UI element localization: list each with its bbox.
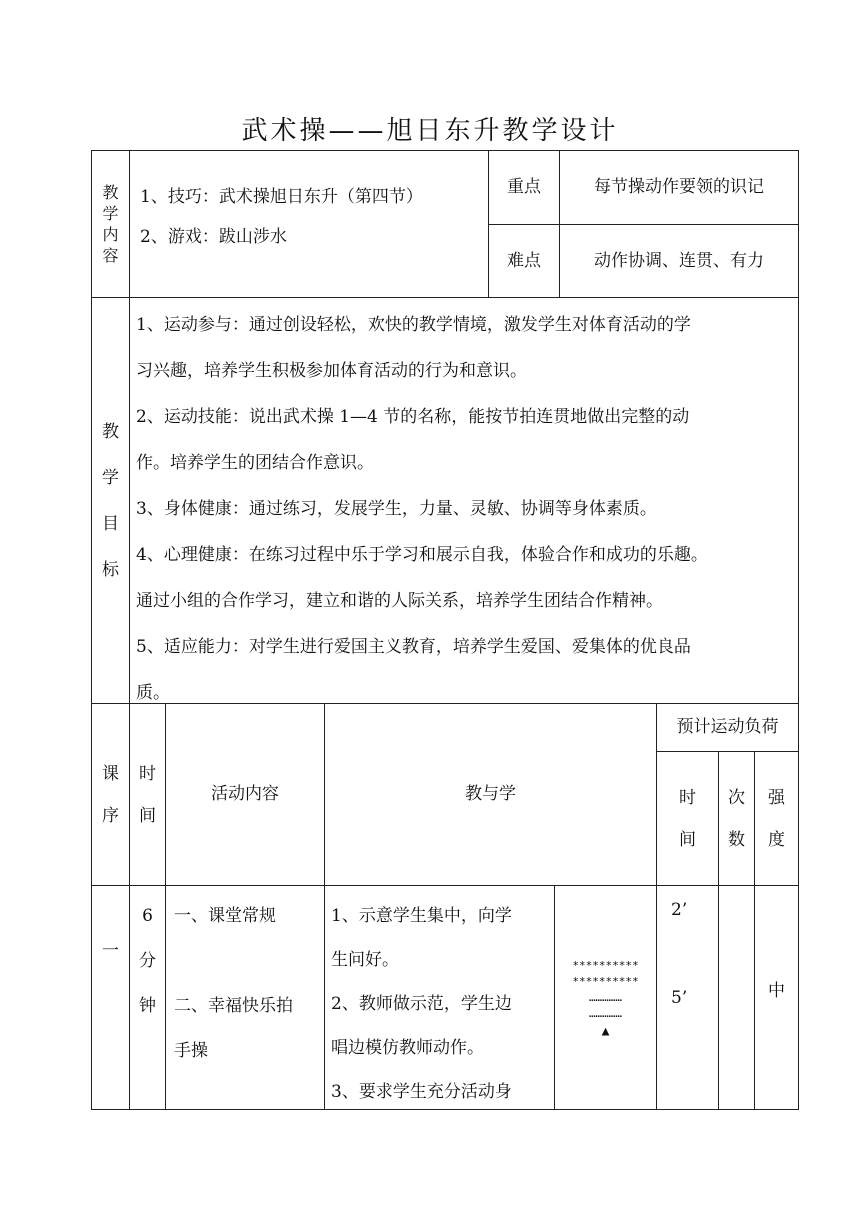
header-load-time: [656, 751, 719, 886]
goal-line: 4、心理健康：在练习过程中乐于学习和展示自我，体验合作和成功的乐趣。: [136, 545, 708, 565]
row1-teach-line: 1、示意学生集中，向学: [331, 906, 512, 926]
content-items: [129, 150, 489, 298]
row1-time: [129, 885, 166, 1110]
header-load-count-text: 次数: [728, 787, 745, 850]
goal-line: 2、运动技能：说出武术操 1—4 节的名称，能按节拍连贯地做出完整的动: [136, 407, 690, 427]
row1-load-time: [656, 885, 719, 1110]
goals-label: [91, 297, 130, 704]
formation-row: ……………: [588, 1007, 623, 1020]
row1-load-time-2: 5’: [671, 988, 688, 1008]
row1-teach-line: 2、教师做示范，学生边: [331, 994, 512, 1014]
content-item-2: 2、游戏：跋山涉水: [140, 227, 287, 247]
header-activity: 活动内容: [165, 703, 325, 886]
header-load: 预计运动负荷: [656, 703, 799, 752]
header-load-intensity: [754, 751, 799, 886]
teacher-marker: ▲: [601, 1024, 610, 1039]
key-point-label: 重点: [488, 150, 560, 225]
row1-activity-2a: 二、幸福快乐拍: [174, 996, 293, 1016]
header-time-text: 时间: [139, 763, 156, 826]
header-load-count: [718, 751, 755, 886]
formation-row: **********: [572, 959, 639, 972]
row1-teach-line: 生问好。: [331, 950, 399, 970]
row1-intensity-text: 中: [768, 981, 785, 1001]
row1-intensity: [754, 885, 799, 1110]
header-teach: 教与学: [324, 703, 657, 886]
row1-formation: [554, 885, 657, 1110]
row1-teach-line: 唱边模仿教师动作。: [331, 1038, 484, 1058]
row1-activity-1: 一、课堂常规: [174, 906, 276, 926]
header-time: [129, 703, 166, 886]
formation-row: ……………: [588, 991, 623, 1004]
goal-line: 3、身体健康：通过练习，发展学生，力量、灵敏、协调等身体素质。: [136, 499, 657, 519]
goals-body: [129, 297, 799, 704]
goals-label-text: 教学目标: [102, 421, 119, 580]
header-load-intensity-text: 强度: [768, 787, 785, 850]
goal-line: 通过小组的合作学习，建立和谐的人际关系，培养学生团结合作精神。: [136, 591, 663, 611]
goal-line: 1、运动参与：通过创设轻松，欢快的教学情境，激发学生对体育活动的学: [136, 315, 691, 335]
header-order: [91, 703, 130, 886]
row1-load-time-1: 2’: [671, 900, 688, 920]
row1-teach-line: 3、要求学生充分活动身: [331, 1082, 512, 1102]
row1-time-text: 6分钟: [139, 906, 156, 1016]
goal-line: 习兴趣，培养学生积极参加体育活动的行为和意识。: [136, 361, 527, 381]
row1-order-text: 一: [102, 941, 119, 961]
difficult-point-text: 动作协调、连贯、有力: [559, 224, 799, 298]
content-label: [91, 150, 130, 298]
page-title: 武术操——旭日东升教学设计: [241, 116, 619, 146]
content-item-1: 1、技巧：武术操旭日东升（第四节）: [140, 187, 423, 207]
goal-line: 5、适应能力：对学生进行爱国主义教育，培养学生爱国、爱集体的优良品: [136, 637, 691, 657]
goal-line: 质。: [136, 683, 170, 703]
row1-load-count: [718, 885, 755, 1110]
row1-activity-2b: 手操: [174, 1041, 208, 1061]
row1-order: [91, 885, 130, 1110]
key-point-text: 每节操动作要领的识记: [559, 150, 799, 225]
row1-teach: [324, 885, 555, 1110]
row1-activity: [165, 885, 325, 1110]
header-order-text: 课序: [102, 763, 119, 826]
formation-row: **********: [572, 975, 639, 988]
header-load-time-text: 时间: [679, 787, 696, 850]
difficult-point-label: 难点: [488, 224, 560, 298]
goal-line: 作。培养学生的团结合作意识。: [136, 453, 374, 473]
content-label-text: 教学内容: [102, 183, 119, 265]
lesson-plan-table: [91, 150, 799, 1110]
